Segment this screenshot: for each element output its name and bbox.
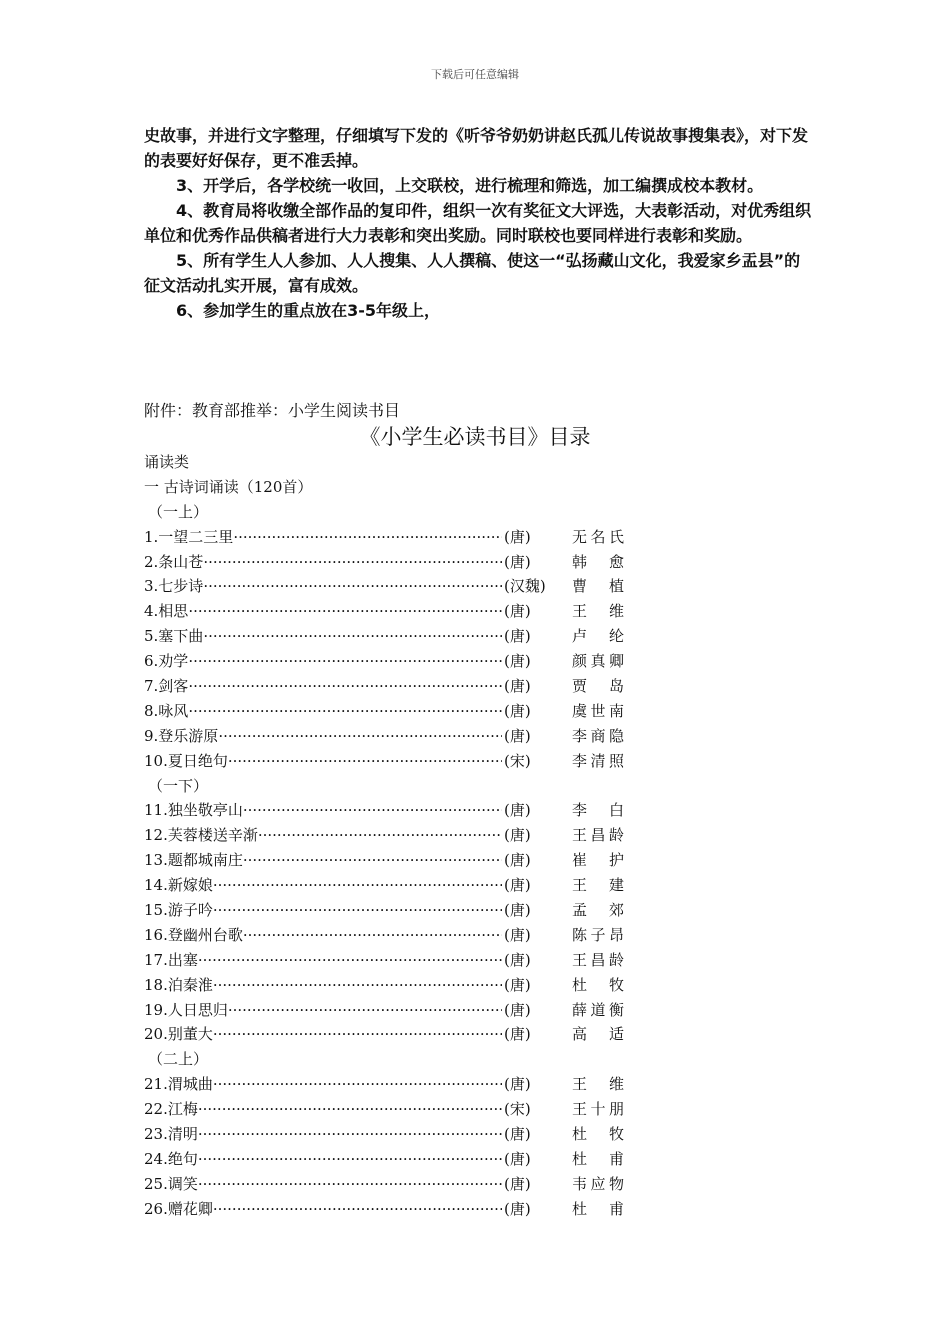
- catalog-entry: [144, 998, 664, 1023]
- poem-title: 19.人日思归 ·····: [144, 998, 502, 1023]
- poem-dynasty: (宋): [504, 751, 531, 770]
- poem-dynasty: (汉魏): [504, 577, 546, 596]
- catalog-entry: [144, 923, 664, 948]
- poem-author: 崔 护: [572, 851, 624, 870]
- catalog-entry: [144, 674, 664, 699]
- poem-dynasty: (唐): [504, 627, 531, 646]
- poem-dynasty: (唐): [504, 1025, 531, 1044]
- poem-title: 7.剑客 ·····: [144, 674, 502, 699]
- poem-author: 杜 甫: [572, 1149, 624, 1168]
- catalog-entry: [144, 1197, 664, 1222]
- poem-author: 李清照: [572, 751, 624, 770]
- paragraph: 5、所有学生人人参加、人人搜集、人人撰稿、使这一“弘扬藏山文化，我爱家乡盂县”的征文活动扎实开展，富有成效。: [144, 251, 801, 295]
- poem-title: 8.咏风 ·····: [144, 699, 502, 724]
- catalog-entry: [144, 1022, 664, 1047]
- poem-dynasty: (唐): [504, 1149, 531, 1168]
- poem-title: 26.赠花卿 ·····: [144, 1197, 502, 1222]
- poem-title: 16.登幽州台歌 ·····: [144, 923, 502, 948]
- poem-dynasty: (唐): [504, 1125, 531, 1144]
- poem-title: 4.相思 ·····: [144, 599, 502, 624]
- catalog-entry: [144, 574, 664, 599]
- poem-dynasty: (唐): [504, 602, 531, 621]
- poem-dynasty: (唐): [504, 1000, 531, 1019]
- catalog-entry: [144, 973, 664, 998]
- poem-author: 王 维: [572, 1075, 624, 1094]
- catalog-entry: [144, 699, 664, 724]
- paragraph: 史故事，并进行文字整理，仔细填写下发的《听爷爷奶奶讲赵氏孤儿传说故事搜集表》，对下发的表要好好保存，更不准丢掉。: [144, 126, 809, 170]
- poem-author: 卢 纶: [572, 627, 624, 646]
- poem-title: 11.独坐敬亭山 ·····: [144, 798, 502, 823]
- poem-author: 杜 牧: [572, 975, 624, 994]
- poem-dynasty: (唐): [504, 1199, 531, 1218]
- poem-title: 13.题都城南庄 ·····: [144, 848, 502, 873]
- poem-dynasty: (唐): [504, 901, 531, 920]
- poem-author: 王昌龄: [572, 826, 624, 845]
- catalog-entry: [144, 550, 664, 575]
- poem-author: 王十朋: [572, 1100, 624, 1119]
- poem-dynasty: (宋): [504, 1100, 531, 1119]
- catalog-entry: [144, 1097, 664, 1122]
- poem-author: 王昌龄: [572, 950, 624, 969]
- poem-author: 杜 甫: [572, 1199, 624, 1218]
- poem-title: 17.出塞 ·····: [144, 948, 502, 973]
- poem-title: 24.绝句 ·····: [144, 1147, 502, 1172]
- poem-title: 10.夏日绝句 ·····: [144, 749, 502, 774]
- catalog-entry: [144, 649, 664, 674]
- catalog-title: 《小学生必读书目》目录: [359, 425, 591, 449]
- poem-title: 5.塞下曲 ·····: [144, 624, 502, 649]
- poem-dynasty: (唐): [504, 677, 531, 696]
- poem-author: 李商隐: [572, 726, 624, 745]
- poem-author: 陈子昂: [572, 925, 624, 944]
- poem-author: 薛道衡: [572, 1000, 624, 1019]
- poem-dynasty: (唐): [504, 726, 531, 745]
- poem-title: 18.泊秦淮 ·····: [144, 973, 502, 998]
- attachment-note: 附件：教育部推举：小学生阅读书目: [144, 401, 401, 420]
- poem-author: 王 维: [572, 602, 624, 621]
- poem-title: 6.劝学 ·····: [144, 649, 502, 674]
- catalog-entry: [144, 525, 664, 550]
- poem-author: 孟 郊: [572, 901, 624, 920]
- catalog-entry: [144, 749, 664, 774]
- poem-dynasty: (唐): [504, 701, 531, 720]
- poem-title: 1.一望二三里 ·····: [144, 525, 502, 550]
- poem-title: 20.别董大 ·····: [144, 1022, 502, 1047]
- poem-dynasty: (唐): [504, 950, 531, 969]
- poem-dynasty: (唐): [504, 552, 531, 571]
- poem-dynasty: (唐): [504, 1075, 531, 1094]
- poem-dynasty: (唐): [504, 801, 531, 820]
- poem-dynasty: (唐): [504, 876, 531, 895]
- catalog-entry: [144, 948, 664, 973]
- catalog-entry: [144, 624, 664, 649]
- poem-title: 3.七步诗 ·····: [144, 574, 502, 599]
- catalog-entry: [144, 898, 664, 923]
- catalog-entry: [144, 873, 664, 898]
- catalog-entry: [144, 1122, 664, 1147]
- catalog-group-label: （一下）: [148, 776, 209, 795]
- catalog-entry: [144, 823, 664, 848]
- poem-dynasty: (唐): [504, 851, 531, 870]
- poem-dynasty: (唐): [504, 925, 531, 944]
- catalog-entry: [144, 1172, 664, 1197]
- paragraph: 4、教育局将收缴全部作品的复印件，组织一次有奖征文大评选，大表彰活动，对优秀组织单位和优秀作品供稿者进行大力表彰和突出奖励。同时联校也要同样进行表彰和奖励。: [144, 201, 812, 245]
- poem-dynasty: (唐): [504, 527, 531, 546]
- poem-author: 虞世南: [572, 701, 624, 720]
- poem-author: 韩 愈: [572, 552, 624, 571]
- poem-title: 2.条山苍 ·····: [144, 550, 502, 575]
- poem-title: 12.芙蓉楼送辛渐 ·····: [144, 823, 502, 848]
- paragraph: 6、参加学生的重点放在3-5年级上，: [176, 301, 441, 320]
- poem-dynasty: (唐): [504, 826, 531, 845]
- poem-title: 23.清明 ·····: [144, 1122, 502, 1147]
- paragraph: 3、开学后，各学校统一收回，上交联校，进行梳理和筛选，加工编撰成校本教材。: [176, 176, 764, 195]
- catalog-entry: [144, 1147, 664, 1172]
- poem-author: 颜真卿: [572, 652, 624, 671]
- poem-title: 15.游子吟 ·····: [144, 898, 502, 923]
- poem-author: 杜 牧: [572, 1125, 624, 1144]
- catalog-entry: [144, 798, 664, 823]
- reading-catalog: [144, 450, 664, 1222]
- poem-author: 无名氏: [572, 527, 624, 546]
- poem-author: 李 白: [572, 801, 624, 820]
- catalog-group-label: （一上）: [148, 502, 209, 521]
- catalog-entry: [144, 599, 664, 624]
- poem-author: 韦应物: [572, 1174, 624, 1193]
- poem-author: 王 建: [572, 876, 624, 895]
- catalog-entry: [144, 848, 664, 873]
- catalog-group-label: （二上）: [148, 1050, 209, 1069]
- poem-author: 曹 植: [572, 577, 624, 596]
- poem-author: 贾 岛: [572, 677, 624, 696]
- poem-dynasty: (唐): [504, 975, 531, 994]
- poem-title: 25.调笑 ·····: [144, 1172, 502, 1197]
- poem-title: 14.新嫁娘 ·····: [144, 873, 502, 898]
- poem-title: 21.渭城曲 ·····: [144, 1072, 502, 1097]
- poem-author: 高 适: [572, 1025, 624, 1044]
- catalog-entry: [144, 724, 664, 749]
- body-text: [144, 123, 814, 323]
- poem-dynasty: (唐): [504, 1174, 531, 1193]
- catalog-section: 一 古诗词诵读（120首）: [144, 477, 313, 496]
- poem-dynasty: (唐): [504, 652, 531, 671]
- page-header-note: 下载后可任意编辑: [431, 68, 519, 81]
- catalog-entry: [144, 1072, 664, 1097]
- catalog-category: 诵读类: [144, 453, 190, 471]
- poem-title: 9.登乐游原 ·····: [144, 724, 502, 749]
- poem-title: 22.江梅 ·····: [144, 1097, 502, 1122]
